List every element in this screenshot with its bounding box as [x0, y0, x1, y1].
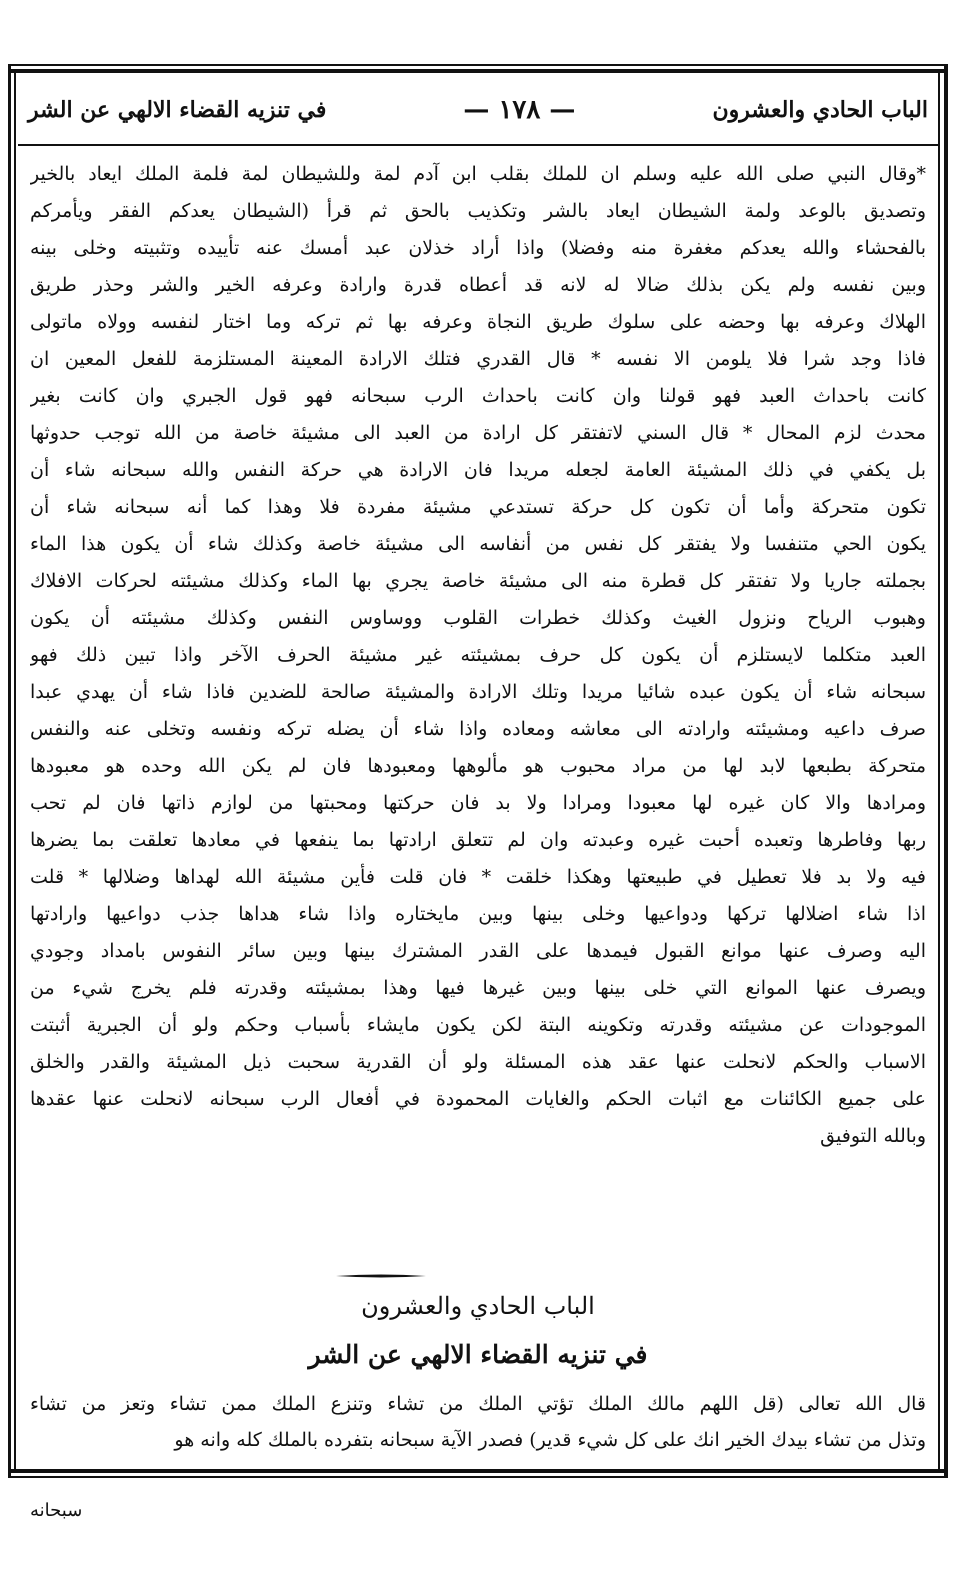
text-line: تكون متحركة وأما أن تكون كل حركة تستدعي مشيئة مفردة فلا وهذا كما أنه سبحانه شاء أن [30, 496, 926, 518]
section-divider [336, 1274, 426, 1278]
text-line: اذا شاء اضلالها تركها ودواعيها وخلى بينها وبين مايختاره واذا شاء هداها جذب دواعيها وارادتها [30, 903, 926, 925]
chapter-title: الباب الحادي والعشرون [361, 1292, 595, 1320]
text-line: ويصرف عنها الموانع التي خلى بينها وبين غيرها فيها وهذا بمشيئته وقدرته فلم يخرج شيء من [30, 977, 926, 999]
text-line: سبحانه شاء أن يكون عبده شائيا مريدا وتلك الارادة والمشيئة صالحة للضدين فاذا شاء أن يهدي عبدا [30, 681, 926, 703]
frame-rule-bottom-thin [8, 1476, 948, 1478]
text-line: بل يكفي في ذلك المشيئة العامة لجعله مريدا فان الارادة هي حركة النفس والله سبحانه شاء أن [30, 459, 926, 481]
frame-border-right-inner [938, 69, 940, 1473]
chapter-subtitle: في تنزيه القضاء الالهي عن الشر [308, 1340, 648, 1369]
text-line: محدث لزم المحال * قال السني لاتفتقر كل ارادة من العبد الى مشيئة خاصة من الله توجب حدوثها [30, 422, 926, 444]
page-frame [8, 64, 948, 1478]
frame-border-right [944, 64, 948, 1478]
text-line: قال الله تعالى (قل اللهم مالك الملك تؤتي الملك من تشاء وتنزع الملك ممن تشاء وتعز من تشاء [30, 1393, 926, 1415]
text-line: وبين نفسه ولم يكن بذلك ضالا له لانه قد أعطاه قدرة وارادة وعرفه الخير والشر وحذر طريق [30, 274, 926, 296]
body-text [30, 156, 926, 1284]
frame-rule-bottom-thick [8, 1469, 948, 1473]
text-line: متحركة بطبعها لابد لها من مراد محبوب هو مألوهها ومعبودها فان لم يكن الله وحده هو معبودها [30, 755, 926, 777]
text-line: ومرادها والا كان غيره لها معبودا ومرادا ولا بد فان حركتها ومحبتها من لوازم ذاتها فان لم تحب [30, 792, 926, 814]
text-line: فاذا وجد شرا فلا يلومن الا نفسه * قال القدري فتلك الارادة المعينة المستلزمة للفعل المعين ان [30, 348, 926, 370]
frame-rule-top-thick [8, 69, 948, 73]
text-line: وهبوب الرياح ونزول الغيث وكذلك خطرات القلوب ووساوس النفس وكذلك مشيئته أن يكون [30, 607, 926, 629]
header-chapter: الباب الحادي والعشرون [712, 97, 928, 123]
text-line: بجملته جاريا ولا تفتقر كل قطرة منه الى مشيئة خاصة يجري بها الماء وكذلك مشيئته لحركات الافلاك [30, 570, 926, 592]
header-rule [18, 144, 938, 146]
text-line: الاسباب والحكم لانحلت عنها عقد هذه المسئلة ولو أن القدرية سحبت ذيل المشيئة والقدر والخلق [30, 1051, 926, 1073]
text-line: *وقال النبي صلى الله عليه وسلم ان للملك بقلب ابن آدم لمة وللشيطان لمة فلمة الملك ايعاد بالخير [30, 163, 926, 185]
text-line: وتذل من تشاء بيدك الخير انك على كل شيء قدير) فصدر الآية سبحانه بتفرده بالملك كله وانه هو [174, 1429, 926, 1451]
text-line: فيه ولا بد فلا تعطيل في طبيعتها وهكذا خلقت * فان قلت فأين مشيئة الله لهداها وضلالها * قلت [30, 866, 926, 888]
text-line: يكون الحي متنفسا ولا يفتقر كل نفس من أنفاسه الى مشيئة خاصة وكذلك شاء أن يكون هذا الماء [30, 533, 926, 555]
text-line: صرف داعيه ومشيئته وارادته الى معاشه ومعاده واذا شاء أن يضله تركه ونفسه وتخلى عنه والنفس [30, 718, 926, 740]
frame-border-left [8, 64, 11, 1478]
text-line: بالفحشاء والله يعدكم مغفرة منه وفضلا) واذا أراد خذلان عبد أمسك عنه تأييده وتثبيته وخلى بينه [30, 237, 926, 259]
text-line: كانت باحداث العبد فهو قولنا وان كانت باحداث الرب سبحانه فهو قول الجبري وان كانت بغير [30, 385, 926, 407]
text-line: الموجودات عن مشيئته وقدرته وتكوينه البتة لكن يكون مايشاء بأسباب وحكم ولو أن الجبرية أثبتت [30, 1014, 926, 1036]
header-topic: في تنزيه القضاء الالهي عن الشر [28, 97, 327, 123]
text-line: ربها وفاطرها وتعبده أحبت غيره وعبدته وان لم تتعلق ارادتها بما ينفعها في معادها تعلقت بما يضرها [30, 829, 926, 851]
text-line: العبد متكلما لايستلزم أن يكون كل حرف بمشيئته غير مشيئة الحرف الآخر واذا تبين ذلك فهو [30, 644, 926, 666]
text-line: وتصديق بالوعد ولمة الشيطان ايعاد بالشر وتكذيب بالحق ثم قرأ (الشيطان يعدكم الفقر ويأمركم [30, 200, 926, 222]
text-line: الهلاك وعرفه بها وحضه على سلوك طريق النجاة وعرفه بها ثم تركه وما اختار لنفسه وولاه ماتولى [30, 311, 926, 333]
frame-border-left-inner [14, 69, 16, 1473]
text-line: على جميع الكائنات مع اثبات الحكم والغايات المحمودة في أفعال الرب سبحانه لانحلت عنها عقدها [30, 1088, 926, 1110]
text-line: وبالله التوفيق [820, 1125, 926, 1147]
running-header [28, 84, 928, 136]
text-line: اليه وصرف عنها موانع القبول فيمدها على القدر المشترك بينها وبين سائر النفوس بامداد وجودي [30, 940, 926, 962]
intro-text [30, 1386, 926, 1458]
catchword: سبحانه [30, 1500, 83, 1521]
frame-rule-top-thin [8, 64, 948, 66]
page-number: — ١٧٨ — [463, 95, 576, 125]
